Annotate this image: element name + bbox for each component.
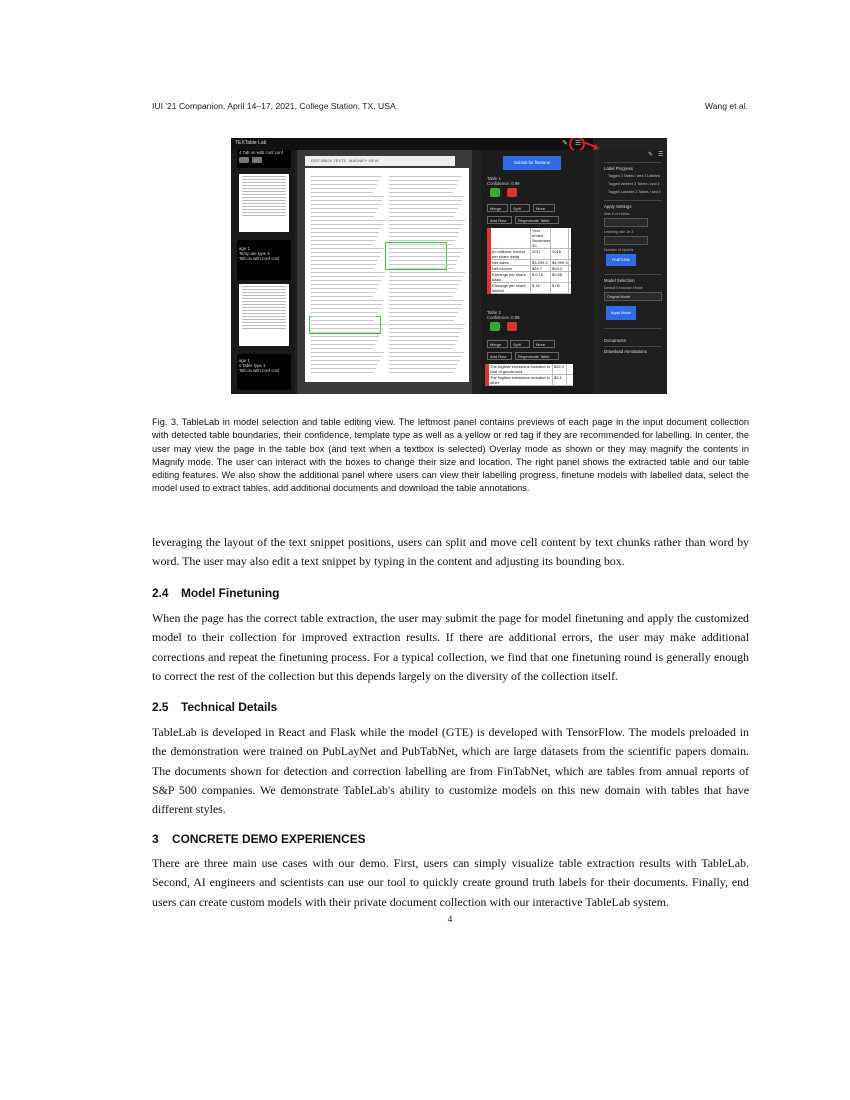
thumbnail-template: s Table type 1 xyxy=(239,363,266,368)
thumbnail-button[interactable] xyxy=(252,157,262,163)
page-number: 4 xyxy=(447,914,453,924)
menu-icon: ☰ xyxy=(574,139,582,147)
header-authors: Wang et al. xyxy=(704,101,748,111)
document-text-line xyxy=(389,300,464,301)
table-editing-panel xyxy=(481,150,593,394)
download-annotations-heading[interactable]: Download Annotations xyxy=(604,349,647,354)
document-text-line xyxy=(311,240,375,241)
document-text-line xyxy=(389,372,454,373)
document-text-line xyxy=(311,224,383,225)
document-text-line xyxy=(311,332,381,333)
regenerate-table-button[interactable]: Regenerate Table xyxy=(515,352,559,360)
document-text-line xyxy=(389,276,463,277)
document-text-line xyxy=(311,220,385,221)
paragraph-technical-details: TableLab is developed in React and Flask while the model (GTE) is developed with TensorFlow. The models preloaded in the demonstration were trained on PubLayNet and PubTabNet, which are large datasets from the scientific papers domain. The documents shown for detection and correction labelling are from FinTabNet, which are tables from annual reports of S&P 500 companies. We demonstrate TableLab's ability to customize models on this new domain with tables that have different styles. xyxy=(152,725,749,817)
split-dropdown[interactable]: Split xyxy=(510,204,530,212)
section-number: 2.5 xyxy=(152,700,169,714)
paragraph-demo-experiences: There are three main use cases with our demo. First, users can simply visualize table extraction results with TableLab. Second, AI engineers and scientists can use our tool to quickly create ground truth labels for their documents. Finally, end users can create custom models with their private document collection with our interactive TableLab system. xyxy=(152,856,749,909)
document-text-line xyxy=(311,300,384,301)
document-page[interactable] xyxy=(305,168,469,382)
document-text-line xyxy=(389,204,460,205)
progress-item: Tagged Labelled 3 Tables / and 4 xyxy=(608,190,661,194)
table-row xyxy=(491,283,571,294)
table-row xyxy=(491,249,571,260)
page-thumbnail-card[interactable] xyxy=(237,240,291,280)
section-heading-2-4 xyxy=(152,586,279,600)
document-text-line xyxy=(311,264,376,265)
document-text-line xyxy=(389,312,458,313)
document-text-line xyxy=(311,176,381,177)
document-text-line xyxy=(311,236,377,237)
thumbnail-button[interactable] xyxy=(239,157,249,163)
document-text-line xyxy=(389,240,455,241)
document-text-line xyxy=(389,284,459,285)
tab-magnify[interactable]: MAGNIFY VIEW xyxy=(349,158,379,163)
more-dropdown[interactable]: More xyxy=(533,204,555,212)
document-text-line xyxy=(389,340,457,341)
section-heading-2-5 xyxy=(152,700,277,714)
document-text-line xyxy=(389,216,454,217)
table-cell[interactable] xyxy=(551,228,569,248)
table-cell[interactable]: Earnings per share basic xyxy=(491,272,531,282)
table-cell[interactable]: $32.3 xyxy=(553,364,567,374)
table-1-confidence: Confidence: 0.99 xyxy=(487,181,520,186)
progress-item: Tagged 3 Tables / and 3 Labeled xyxy=(608,174,660,178)
document-text-line xyxy=(311,296,373,297)
document-text-line xyxy=(389,352,464,353)
header-venue: IUI '21 Companion, April 14–17, 2021, College Station, TX, USA xyxy=(152,101,396,111)
document-text-line xyxy=(389,264,456,265)
table-row xyxy=(491,228,571,249)
edit-icon: ✎ xyxy=(562,139,568,147)
thumbnail-label: 4 Tab on with conf conf xyxy=(239,150,283,155)
document-text-line xyxy=(311,292,375,293)
menu-icon: ☰ xyxy=(658,152,664,158)
document-text-line xyxy=(389,236,457,237)
learning-rate-label: Learning rate 1e-3 xyxy=(604,230,634,234)
document-text-line xyxy=(311,312,378,313)
table-cell[interactable]: The fugitive emissions included in other xyxy=(489,375,553,385)
document-text-line xyxy=(389,232,459,233)
document-text-line xyxy=(311,244,373,245)
document-text-line xyxy=(311,336,379,337)
page-thumbnail[interactable] xyxy=(239,174,289,232)
document-text-line xyxy=(311,212,376,213)
document-text-line xyxy=(311,364,378,365)
settings-side-panel xyxy=(600,150,667,394)
document-text-line xyxy=(311,184,377,185)
table-row xyxy=(489,375,573,386)
document-text-line xyxy=(311,316,376,317)
submit-finetune-button[interactable]: Submit for finetune xyxy=(503,156,561,170)
document-text-line xyxy=(311,180,379,181)
view-tabs xyxy=(305,156,455,166)
document-text-line xyxy=(311,356,382,357)
accept-table-icon[interactable] xyxy=(490,188,500,197)
document-text-line xyxy=(311,208,378,209)
epochs-label: Number of epochs xyxy=(604,248,634,252)
table-cell[interactable]: Year ended November 30, xyxy=(532,228,551,248)
document-text-line xyxy=(389,212,456,213)
thumbnail-page: age 1 xyxy=(239,358,250,363)
section-title: Model Finetuning xyxy=(181,586,280,600)
document-text-line xyxy=(389,308,460,309)
document-text-line xyxy=(311,276,383,277)
section-number: 3 xyxy=(152,832,159,846)
document-text-line xyxy=(311,368,376,369)
document-text-line xyxy=(311,272,385,273)
table-row xyxy=(489,364,573,375)
document-text-line xyxy=(311,256,380,257)
split-dropdown[interactable]: Split xyxy=(510,340,530,348)
table-cell[interactable] xyxy=(491,228,531,248)
document-text-line xyxy=(311,192,373,193)
document-text-line xyxy=(389,184,457,185)
document-text-line xyxy=(311,288,377,289)
document-text-line xyxy=(311,252,382,253)
paragraph-intro: leveraging the layout of the text snippet positions, users can split and move cell content by text chunks rather than word by word. The user may also edit a text snippet by typing in the content and adjusting its bounding box. xyxy=(152,535,749,569)
document-text-line xyxy=(389,256,460,257)
document-text-line xyxy=(389,324,465,325)
document-text-line xyxy=(389,304,462,305)
add-row-dropdown[interactable]: Add Row xyxy=(487,352,512,360)
document-text-line xyxy=(311,320,374,321)
table-cell[interactable]: $3,299.3 xyxy=(531,260,551,265)
table-cell[interactable]: Net sales xyxy=(491,260,531,265)
add-row-dropdown[interactable]: Add Row xyxy=(487,216,512,224)
document-text-line xyxy=(389,176,461,177)
apply-model-button[interactable]: Apply Model xyxy=(606,306,636,320)
document-text-line xyxy=(389,252,462,253)
thumbnail-confidence: Tab on with conf conf xyxy=(239,368,280,373)
table-cell[interactable]: 2017 xyxy=(531,249,551,259)
document-text-line xyxy=(311,372,374,373)
document-text-line xyxy=(389,208,458,209)
document-text-line xyxy=(389,268,454,269)
extracted-table-1 xyxy=(487,228,571,294)
table-cell[interactable]: $0.55 xyxy=(551,272,569,282)
document-text-line xyxy=(389,280,461,281)
table-cell[interactable]: 2016 xyxy=(551,249,569,259)
document-text-line xyxy=(389,288,457,289)
document-text-line xyxy=(311,268,374,269)
document-text-line xyxy=(389,360,460,361)
document-view-panel xyxy=(297,150,472,394)
document-text-line xyxy=(389,260,458,261)
apply-settings-heading: Apply Settings xyxy=(604,204,632,209)
table-cell[interactable]: (in millions, except per share data) xyxy=(491,249,531,259)
table-cell[interactable]: $93.3 xyxy=(551,266,569,271)
delete-table-icon[interactable] xyxy=(507,322,517,331)
merge-dropdown[interactable]: Merge xyxy=(487,340,508,348)
document-text-line xyxy=(389,328,463,329)
table-cell[interactable]: The fugitive emissions included in cost of goods sold xyxy=(489,364,553,374)
section-number: 2.4 xyxy=(152,586,169,600)
document-text-line xyxy=(311,228,381,229)
max-entries-input[interactable] xyxy=(604,218,648,227)
document-text-line xyxy=(311,204,380,205)
document-text-line xyxy=(389,224,463,225)
document-text-line xyxy=(311,260,378,261)
document-text-line xyxy=(389,228,461,229)
model-select[interactable]: Original Model xyxy=(604,292,662,301)
section-title: CONCRETE DEMO EXPERIENCES xyxy=(172,832,366,846)
highlight-arrow-head xyxy=(593,144,600,151)
document-text-line xyxy=(311,196,384,197)
documents-heading[interactable]: Documents xyxy=(604,338,626,343)
merge-dropdown[interactable]: Merge xyxy=(487,204,508,212)
page-thumbnail-card[interactable] xyxy=(237,354,291,390)
edit-icon: ✎ xyxy=(648,152,654,158)
document-text-line xyxy=(311,304,382,305)
section-title: Technical Details xyxy=(181,700,278,714)
document-text-line xyxy=(311,328,383,329)
document-text-line xyxy=(389,332,461,333)
document-text-line xyxy=(389,316,456,317)
document-text-line xyxy=(311,284,379,285)
document-text-line xyxy=(311,216,374,217)
document-text-line xyxy=(389,248,464,249)
label-progress-heading: Label Progress xyxy=(604,166,633,171)
document-text-line xyxy=(311,232,379,233)
select-model-label: Default Extraction Model xyxy=(604,286,644,290)
document-text-line xyxy=(311,324,385,325)
page-preview-panel xyxy=(231,150,295,394)
figure-caption: Fig. 3. TableLab in model selection and table editing view. The leftmost panel contains previews of each page in the input document collection with detected table boundaries, their confidence, template type as well as a yellow or red tag if they are recommended for labelling. In center, the user may view the page in the table box (and text when a textbox is selected) Overlay mode as shown or they may magnify the contents in Magnify mode. The user can interact with the boxes to change their size and location. The right panel shows the extracted table and our table editing features. We also show the additional panel where users can view their labelling progress, finetune models with labelled data, select the model used to extract tables, add additional documents and download the table annotations. xyxy=(152,417,749,494)
regenerate-table-button[interactable]: Regenerate Table xyxy=(515,216,559,224)
accept-table-icon[interactable] xyxy=(490,322,500,331)
document-footer-bar xyxy=(297,382,472,394)
document-text-line xyxy=(311,188,375,189)
table-cell[interactable]: $ 16 xyxy=(531,283,551,293)
delete-table-icon[interactable] xyxy=(507,188,517,197)
table-1-title: Table 1 xyxy=(487,176,501,181)
document-text-line xyxy=(389,336,459,337)
model-selection-heading: Model Selection xyxy=(604,278,635,283)
page-thumbnail[interactable] xyxy=(239,284,289,346)
table-cell[interactable]: $4,999.3 xyxy=(552,260,568,265)
running-header xyxy=(152,101,748,111)
app-topbar xyxy=(231,138,593,150)
document-text-line xyxy=(389,180,459,181)
thumbnail-template: Temp ate type 3 xyxy=(239,251,270,256)
document-text-line xyxy=(311,344,375,345)
table-2-title: Table 2 xyxy=(487,310,501,315)
figure-screenshot xyxy=(231,138,667,394)
table-cell[interactable]: $3.1 xyxy=(553,375,567,385)
document-text-line xyxy=(311,248,384,249)
thumbnail-confidence: Tab on with conf conf xyxy=(239,256,280,261)
extracted-table-2 xyxy=(485,364,573,386)
document-text-line xyxy=(311,308,380,309)
document-text-line xyxy=(311,360,380,361)
tab-edit-bbox[interactable]: EDIT BBOX TEXTS xyxy=(311,158,347,163)
table-cell[interactable]: $.05 xyxy=(551,283,569,293)
document-text-line xyxy=(389,368,456,369)
max-entries-label: Max # of entries xyxy=(604,212,630,216)
paragraph-model-finetuning: When the page has the correct table extraction, the user may submit the page for model finetuning and apply the customized model to their collection for improved extraction results. If there are additional errors, the user may make additional corrections and repeat the finetuning process. For a typical collection, we find that one finetuning round is generally enough to correct the rest of the collection but this depends largely on the diversity of the collection itself. xyxy=(152,611,749,683)
document-text-line xyxy=(389,344,455,345)
document-text-line xyxy=(389,220,465,221)
table-cell[interactable]: Earnings per share diluted xyxy=(491,283,531,293)
page-thumbnail-card[interactable] xyxy=(237,150,291,168)
document-text-line xyxy=(311,352,384,353)
finetune-button[interactable]: FINETUNE xyxy=(606,254,636,266)
document-text-line xyxy=(389,296,453,297)
document-text-line xyxy=(389,200,462,201)
section-heading-3 xyxy=(152,832,366,846)
table-cell[interactable]: Net income xyxy=(491,266,531,271)
document-text-line xyxy=(389,188,455,189)
document-text-line xyxy=(389,320,454,321)
document-text-line xyxy=(311,340,377,341)
document-text-line xyxy=(311,348,373,349)
learning-rate-input[interactable] xyxy=(604,236,648,245)
table-cell[interactable]: $ 0.15 xyxy=(531,272,551,282)
document-text-line xyxy=(389,192,453,193)
document-text-line xyxy=(389,292,455,293)
document-text-line xyxy=(389,356,462,357)
document-text-line xyxy=(389,364,458,365)
document-text-line xyxy=(389,196,464,197)
document-text-line xyxy=(389,272,465,273)
document-text-line xyxy=(389,348,453,349)
table-row xyxy=(491,272,571,283)
thumbnail-page: age 1 xyxy=(239,246,250,251)
progress-item: Tagged labelled 3 Tables / and 4 xyxy=(608,182,660,186)
table-2-confidence: Confidence: 0.98 xyxy=(487,315,520,320)
document-text-line xyxy=(389,244,453,245)
app-title: TEXTable Lab xyxy=(235,140,267,146)
document-text-line xyxy=(311,200,382,201)
more-dropdown[interactable]: More xyxy=(533,340,555,348)
document-text-line xyxy=(311,280,381,281)
table-cell[interactable]: $24.7 xyxy=(531,266,551,271)
